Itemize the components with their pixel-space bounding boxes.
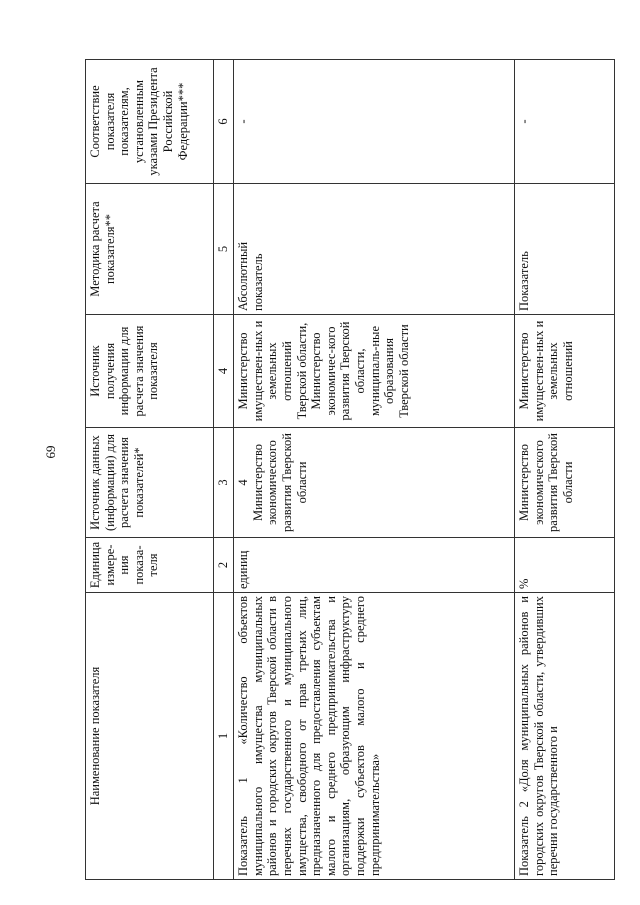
header-compliance: Соответствие показателя показателям, установленным указами Президента Российской Федерации*** (86, 60, 214, 184)
indicator-unit: % (515, 538, 615, 593)
data-source-number: 4 (236, 479, 251, 486)
indicator-data-source (234, 428, 515, 538)
indicator-info-source: Министерство имуществен-ных и земельных отношений (515, 315, 615, 428)
indicator-unit: единиц (234, 538, 515, 593)
table-header-row (86, 60, 214, 880)
column-number: 3 (213, 428, 233, 538)
indicator-method: Показатель (515, 184, 615, 315)
data-source-text: Министерство экономического развития Тверской области (250, 433, 309, 532)
indicator-name: Показатель 2 «Доля муниципальных районов и городских округов Тверской области, утвердивших перечни государственного и (515, 593, 615, 880)
header-name: Наименование показателя (86, 593, 214, 880)
column-number: 4 (213, 315, 233, 428)
column-number: 6 (213, 60, 233, 184)
page-number: 69 (43, 445, 58, 459)
header-method: Методика расчета показателя** (86, 184, 214, 315)
indicator-method: Абсолютный показатель (234, 184, 515, 315)
column-number: 5 (213, 184, 233, 315)
data-source-text: Министерство экономического развития Тверской области (517, 433, 575, 532)
column-number: 1 (213, 593, 233, 880)
indicators-table (85, 59, 615, 880)
column-number-row (213, 60, 233, 880)
indicator-info-source: Министерство имуществен-ных и земельных отношений Тверской области, Министерство экономичес-кого развития Тверской области, муниципаль-ные образования Тверской области (234, 315, 515, 428)
table-row (234, 60, 515, 880)
header-data-source: Источник данных (информации) для расчета значения показателей* (86, 428, 214, 538)
indicator-name: Показатель 1 «Количество объектов муниципального имущества муниципальных районов и городских округов Тверской области в перечнях государственного и муниципального имущества, свободного от прав третьих лиц, предназначенного для предоставления субъектам малого и среднего предпринимательства и организациям, образующим инфраструктуру поддержки субъектов малого и среднего предпринимательства» (234, 593, 515, 880)
rotated-table-wrapper (85, 60, 615, 880)
table-row (515, 60, 615, 880)
indicator-compliance: - (515, 60, 615, 184)
column-number: 2 (213, 538, 233, 593)
indicator-compliance: - (234, 60, 515, 184)
indicator-data-source (515, 428, 615, 538)
header-info-source: Источник получения информации для расчета значения показателя (86, 315, 214, 428)
header-unit: Единица измере-ния показа-теля (86, 538, 214, 593)
